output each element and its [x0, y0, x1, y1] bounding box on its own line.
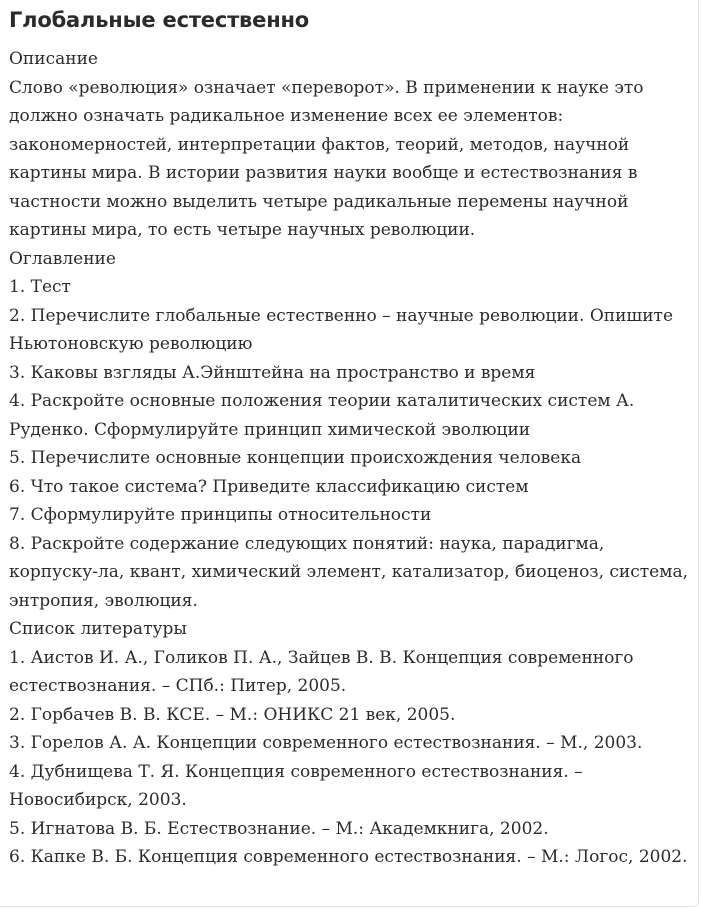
literature-heading: Список литературы — [9, 619, 187, 639]
toc-item: 8. Раскройте содержание следующих понятий: наука, парадигма, корпуску-ла, квант, химический элемент, катализатор, биоценоз, система, энтропия, эволюция. — [9, 533, 688, 611]
literature-item: 2. Горбачев В. В. КСЕ. – М.: ОНИКС 21 век, 2005. — [9, 704, 456, 725]
literature-item: 1. Аистов И. А., Голиков П. А., Зайцев В. В. Концепция современного естествознания. – СПб.: Питер, 2005. — [9, 647, 634, 696]
description-heading: Описание — [9, 49, 98, 69]
toc-item: 2. Перечислите глобальные естественно – научные революции. Опишите Ньютоновскую революцию — [9, 305, 674, 354]
toc-item: 6. Что такое система? Приведите классификацию систем — [9, 476, 529, 497]
description-text: Слово «революция» означает «переворот». В применении к науке это должно означать радикальное изменение всех ее элементов: закономерностей, интерпретации фактов, теорий, методов, научной картины мира. В истории развития науки вообще и естествознания в частности можно выделить четыре радикальные перемены научной картины мира, то есть четыре научных революции. — [9, 77, 644, 240]
document-title: Глобальные естественно — [9, 8, 310, 32]
toc-item: 4. Раскройте основные положения теории каталитических систем А. Руденко. Сформулируйте принцип химической эволюции — [9, 391, 635, 440]
literature-item: 3. Горелов А. А. Концепции современного естествознания. – М., 2003. — [9, 733, 643, 753]
literature-item: 4. Дубнищева Т. Я. Концепция современного естествознания. – Новосибирск, 2003. — [9, 761, 583, 810]
toc-item: 7. Сформулируйте принципы относительности — [9, 505, 432, 525]
toc-item: 1. Тест — [9, 277, 71, 297]
literature-item: 6. Капке В. Б. Концепция современного естествознания. – М.: Логос, 2002. — [9, 847, 688, 867]
toc-item: 3. Каковы взгляды А.Эйнштейна на пространство и время — [9, 362, 536, 383]
literature-item: 5. Игнатова В. Б. Естествознание. – М.: Академкнига, 2002. — [9, 818, 549, 839]
toc-item: 5. Перечислите основные концепции происхождения человека — [9, 448, 582, 468]
toc-heading: Оглавление — [9, 248, 116, 269]
